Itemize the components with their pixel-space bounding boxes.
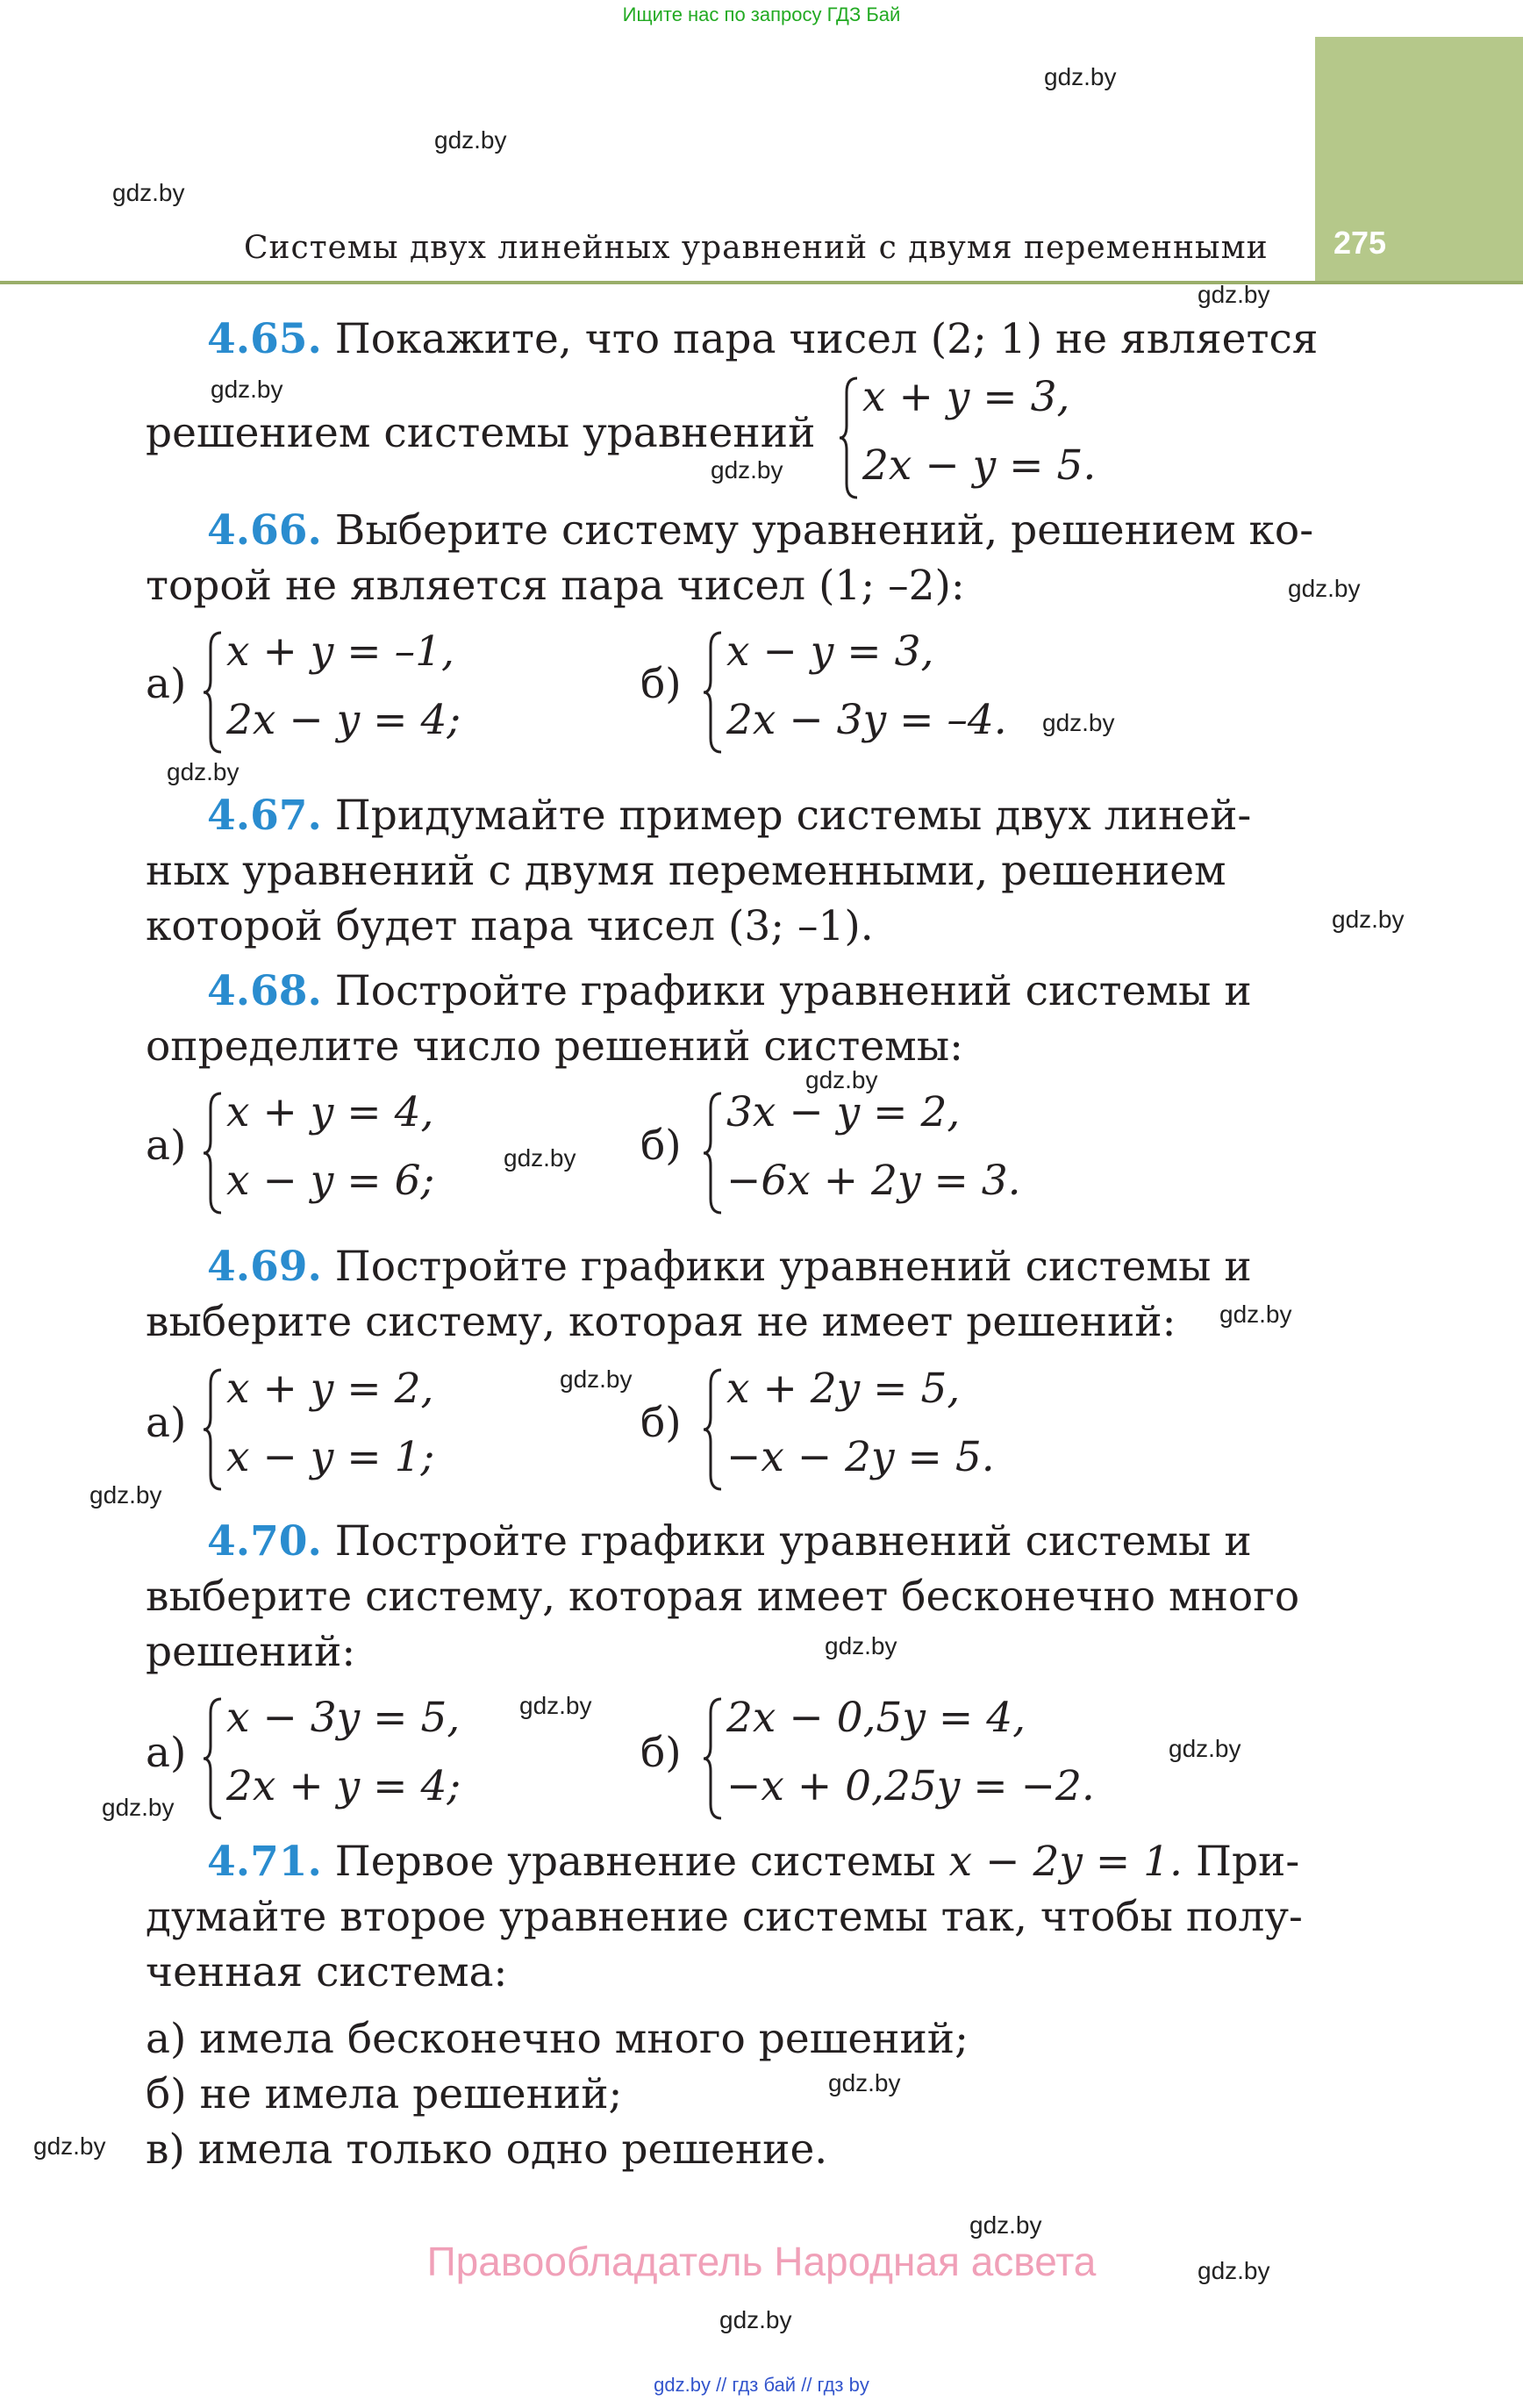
watermark: gdz.by (969, 2211, 1042, 2239)
problem-4-70-line2: выберите систему, которая имеет бесконечно много (146, 1573, 1300, 1621)
watermark: gdz.by (1042, 709, 1115, 736)
watermark: gdz.by (112, 179, 185, 206)
watermark: gdz.by (1219, 1301, 1292, 1328)
option-b-label: б) (640, 1729, 682, 1777)
option-a-label: а) (146, 1122, 187, 1170)
copyright-notice: Правообладатель Народная асвета (426, 2239, 1097, 2284)
problem-number: 4.65. (207, 315, 322, 363)
system-4-69-b: x + 2y = 5, −x − 2y = 5. (702, 1365, 1035, 1496)
option-c: в) имела только одно решение. (146, 2125, 828, 2174)
problem-4-71-line3: ченная система: (146, 1948, 508, 1996)
option-b-label: б) (640, 1399, 682, 1447)
problem-4-65-line1: 4.65. Покажите, что пара чисел (2; 1) не является (207, 315, 1319, 363)
watermark: gdz.by (1198, 281, 1270, 308)
option-a-label: а) (146, 1729, 187, 1777)
header-rule (0, 281, 1523, 284)
watermark: gdz.by (434, 126, 507, 154)
watermark: gdz.by (1288, 575, 1361, 602)
option-a: а) имела бесконечно много решений; (146, 2015, 969, 2063)
problem-4-66-line1: 4.66. Выберите систему уравнений, решением ко- (207, 506, 1314, 555)
watermark: gdz.by (89, 1481, 162, 1509)
watermark: gdz.by (1198, 2257, 1270, 2284)
problem-4-69-line1: 4.69. Постройте графики уравнений системы и (207, 1243, 1252, 1291)
problem-4-66-line2: торой не является пара чисел (1; –2): (146, 562, 965, 610)
option-b-label: б) (640, 660, 682, 708)
watermark: gdz.by (1044, 63, 1117, 90)
watermark: gdz.by (519, 1692, 592, 1719)
watermark: gdz.by (1332, 906, 1405, 933)
problem-4-68-line1: 4.68. Постройте графики уравнений системы и (207, 967, 1252, 1015)
system-4-66-b: x − y = 3, 2x − 3y = –4. (702, 627, 1035, 759)
problem-4-67-line2: ных уравнений с двумя переменными, решением (146, 847, 1226, 895)
problem-4-65-line2: решением системы уравнений (146, 409, 816, 457)
system-4-68-b: 3x − y = 2, −6x + 2y = 3. (702, 1088, 1035, 1220)
watermark: gdz.by (825, 1632, 897, 1659)
option-a-label: а) (146, 1399, 187, 1447)
watermark: gdz.by (1169, 1735, 1241, 1762)
footer-links[interactable]: gdz.by // гдз бай // гдз by (654, 2374, 869, 2396)
problem-number: 4.71. (207, 1838, 322, 1886)
watermark: gdz.by (805, 1066, 878, 1093)
option-a-label: а) (146, 660, 187, 708)
system-4-70-a: x − 3y = 5, 2x + y = 4; (202, 1694, 491, 1825)
system-4-68-a: x + y = 4, x − y = 6; (202, 1088, 465, 1220)
problem-number: 4.68. (207, 967, 322, 1015)
problem-number: 4.66. (207, 506, 322, 555)
problem-4-67-line1: 4.67. Придумайте пример системы двух линей- (207, 792, 1252, 840)
system-4-70-b: 2x − 0,5y = 4, −x + 0,25y = −2. (702, 1694, 1105, 1825)
problem-4-69-line2: выберите систему, которая не имеет решений: (146, 1298, 1176, 1346)
page-number: 275 (1334, 225, 1387, 261)
problem-4-71-line2: думайте второе уравнение системы так, чтобы полу- (146, 1893, 1303, 1941)
problem-number: 4.67. (207, 792, 322, 840)
system-4-66-a: x + y = –1, 2x − y = 4; (202, 627, 491, 759)
problem-4-70-line1: 4.70. Постройте графики уравнений системы и (207, 1517, 1252, 1566)
top-search-banner: Ищите нас по запросу ГДЗ Бай (622, 4, 901, 25)
watermark: gdz.by (560, 1365, 633, 1393)
system-4-69-a: x + y = 2, x − y = 1; (202, 1365, 465, 1496)
watermark: gdz.by (828, 2069, 901, 2096)
watermark: gdz.by (102, 1794, 175, 1821)
option-b: б) не имела решений; (146, 2070, 623, 2118)
problem-4-68-line2: определите число решений системы: (146, 1022, 963, 1071)
problem-number: 4.70. (207, 1517, 322, 1566)
system-4-65: x + y = 3, 2x − y = 5. (838, 373, 1101, 505)
option-b-label: б) (640, 1122, 682, 1170)
running-head: Системы двух линейных уравнений с двумя переменными (244, 230, 1269, 266)
watermark: gdz.by (33, 2132, 106, 2160)
watermark: gdz.by (504, 1144, 576, 1172)
watermark: gdz.by (167, 758, 240, 785)
problem-4-67-line3: которой будет пара чисел (3; –1). (146, 902, 874, 950)
inline-equation: x − 2y = 1. (948, 1838, 1183, 1886)
problem-4-71-line1: 4.71. Первое уравнение системы x − 2y = 1. При- (207, 1838, 1300, 1886)
watermark: gdz.by (711, 456, 783, 484)
watermark: gdz.by (719, 2306, 792, 2333)
problem-number: 4.69. (207, 1243, 322, 1291)
problem-4-70-line3: решений: (146, 1628, 356, 1676)
watermark: gdz.by (211, 376, 283, 403)
